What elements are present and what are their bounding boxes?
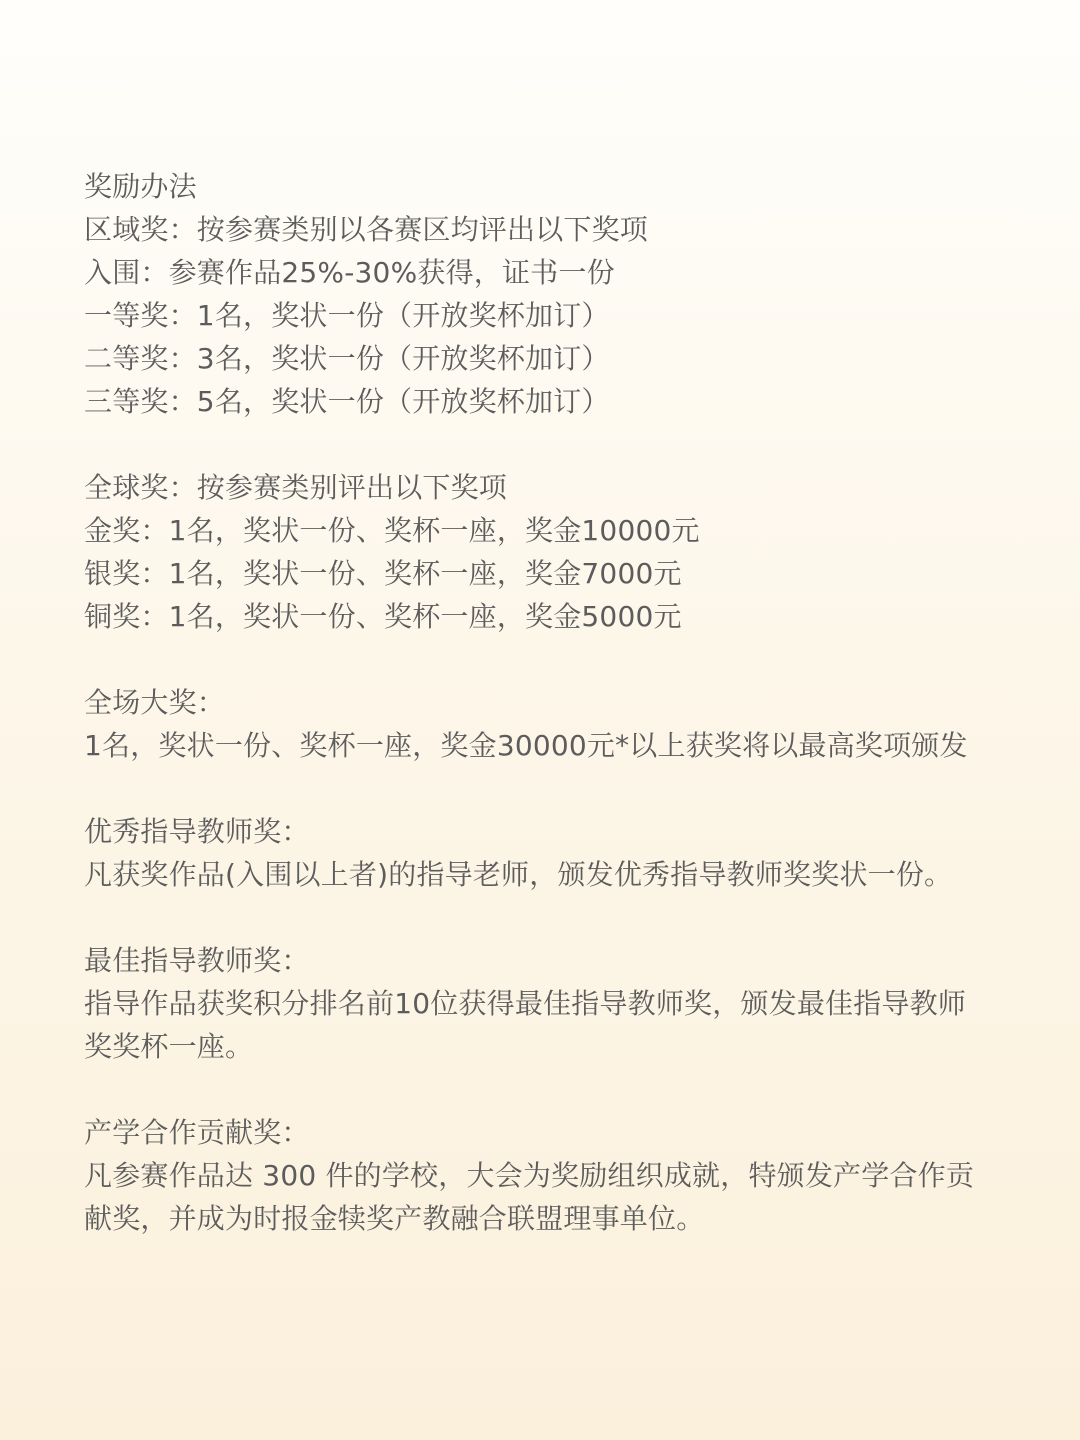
section-spacer [84, 1068, 1020, 1111]
finalist-award: 入围：参赛作品25%-30%获得，证书一份 [84, 256, 615, 289]
section-spacer [84, 423, 1020, 466]
industry-award-detail-line1: 凡参赛作品达 300 件的学校，大会为奖励组织成就，特颁发产学合作贡 [84, 1159, 975, 1192]
industry-contribution-section [84, 1111, 1020, 1240]
bronze-award: 铜奖：1名，奖状一份、奖杯一座，奖金5000元 [84, 600, 682, 633]
gold-award: 金奖：1名，奖状一份、奖杯一座，奖金10000元 [84, 514, 700, 547]
excellent-teacher-detail: 凡获奖作品(入围以上者)的指导老师，颁发优秀指导教师奖奖状一份。 [84, 858, 953, 891]
global-awards-intro: 全球奖：按参赛类别评出以下奖项 [84, 471, 508, 504]
grand-award-title: 全场大奖： [84, 686, 226, 719]
section-spacer [84, 767, 1020, 810]
excellent-teacher-title: 优秀指导教师奖： [84, 815, 310, 848]
first-prize: 一等奖：1名，奖状一份（开放奖杯加订） [84, 299, 610, 332]
excellent-teacher-section [84, 810, 1020, 896]
best-teacher-detail-line1: 指导作品获奖积分排名前10位获得最佳指导教师奖，颁发最佳指导教师 [84, 987, 967, 1020]
grand-award-detail: 1名，奖状一份、奖杯一座，奖金30000元*以上获奖将以最高奖项颁发 [84, 729, 968, 762]
regional-awards-intro: 区域奖：按参赛类别以各赛区均评出以下奖项 [84, 213, 649, 246]
silver-award: 银奖：1名，奖状一份、奖杯一座，奖金7000元 [84, 557, 682, 590]
best-teacher-title: 最佳指导教师奖： [84, 944, 310, 977]
grand-award-section [84, 681, 1020, 767]
regional-awards-section [84, 165, 1020, 423]
section-spacer [84, 896, 1020, 939]
section-spacer [84, 638, 1020, 681]
second-prize: 二等奖：3名，奖状一份（开放奖杯加订） [84, 342, 610, 375]
best-teacher-section [84, 939, 1020, 1068]
document-heading: 奖励办法 [84, 170, 197, 203]
best-teacher-detail-line2: 奖奖杯一座。 [84, 1030, 254, 1063]
industry-award-detail-line2: 献奖，并成为时报金犊奖产教融合联盟理事单位。 [84, 1202, 705, 1235]
third-prize: 三等奖：5名，奖状一份（开放奖杯加订） [84, 385, 610, 418]
industry-award-title: 产学合作贡献奖： [84, 1116, 310, 1149]
global-awards-section [84, 466, 1020, 638]
